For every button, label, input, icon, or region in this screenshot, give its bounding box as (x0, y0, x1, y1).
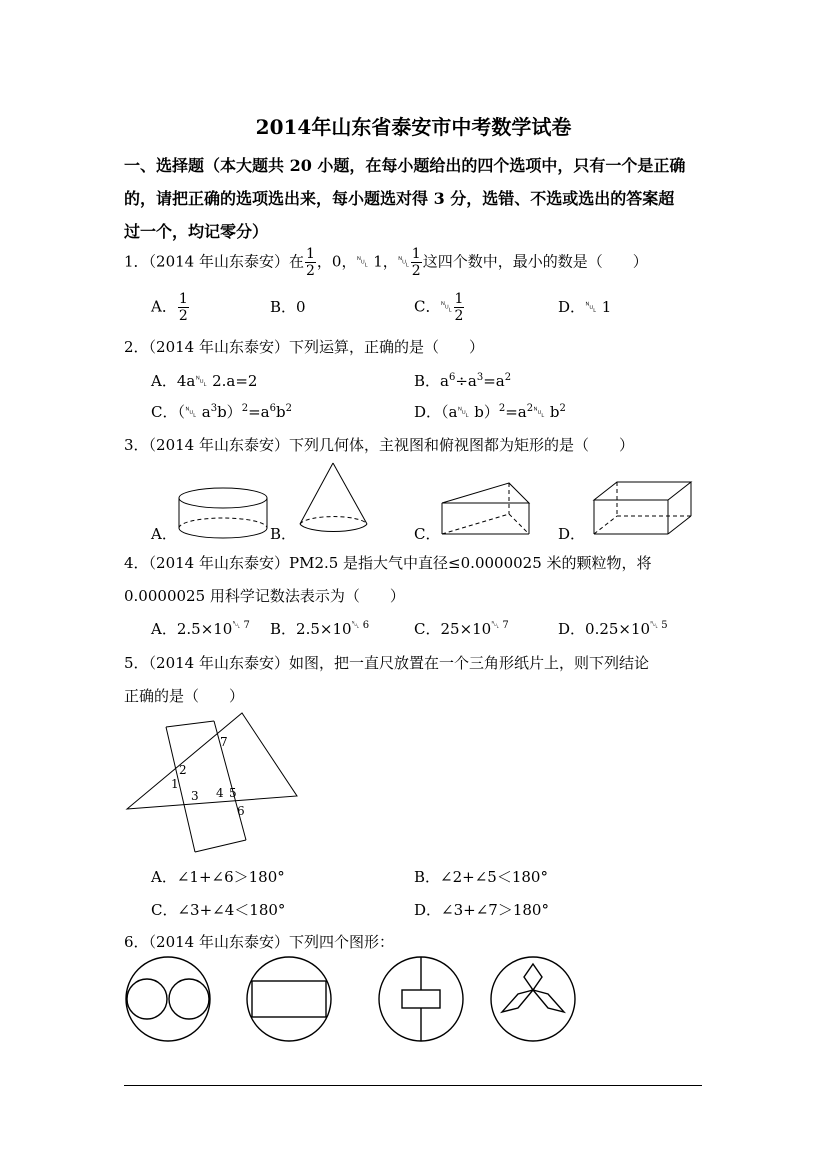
q2-option-d: D．（a␀ $b)^2=a^2␀$ $b^2$ (414, 403, 566, 421)
q3-option-d-label: D． (558, 525, 586, 543)
q5-option-a: A．∠1+∠6＞180° (151, 868, 285, 886)
question-4-line1: 4．（2014 年山东泰安）PM2.5 是指大气中直径≤0.0000025 米的颗粒物，将 (124, 554, 652, 572)
section-heading-line3: 过一个，均记零分） (124, 222, 269, 241)
question-5-line1: 5．（2014 年山东泰安）如图，把一直尺放置在一个三角形纸片上，则下列结论 (124, 654, 649, 672)
triangular-prism-figure (436, 478, 536, 540)
ruler-triangle-figure (122, 708, 302, 854)
angle-label-3: 3 (191, 789, 199, 803)
q4-option-d: D．$0.25\times 10^{␀ 5}$ (558, 620, 668, 638)
fraction-one-half-negative: $\frac{1}{2}$ (411, 246, 421, 279)
q2-option-c: C．（␀ $a^3b)^2=a^6b^2$ (151, 403, 292, 421)
q4-option-c: C．$25\times 10^{␀ 7}$ (414, 620, 509, 638)
cylinder-figure (176, 486, 270, 542)
page-title: 2014年山东省泰安市中考数学试卷 (255, 115, 572, 139)
q1-option-d: D．␀ 1 (558, 298, 612, 316)
q1-neg-sign: ␀ (397, 252, 410, 271)
q3-option-b-label: B． (270, 525, 297, 543)
q1-mid: ，0， (316, 252, 357, 271)
q5-option-b: B．∠2+∠5＜180° (414, 868, 548, 886)
question-6-stem: 6．（2014 年山东泰安）下列四个图形： (124, 933, 394, 951)
q2-option-a: A．4a␀ 2.a=2 (151, 372, 258, 390)
q5-option-c: C．∠3+∠4＜180° (151, 901, 286, 919)
q1-option-b: B．0 (270, 298, 306, 316)
question-4-line2: 0.0000025 用科学记数法表示为（ ） (124, 587, 405, 605)
section-heading-line2: 的，请把正确的选项选出来，每小题选对得 3 分，选错、不选或选出的答案超 (124, 189, 675, 208)
q3-option-a-label: A． (151, 525, 177, 543)
angle-label-7: 7 (220, 735, 228, 749)
q6-figure-circle-three-diamonds (488, 956, 578, 1042)
q6-figure-circle-cross-rectangle (376, 956, 466, 1042)
q1-neg-one: ␀ 1， (356, 252, 398, 271)
question-2-stem: 2．（2014 年山东泰安）下列运算，正确的是（ ） (124, 338, 484, 356)
footer-divider (124, 1085, 702, 1086)
rectangular-box-figure (588, 478, 696, 540)
section-heading-line1: 一、选择题（本大题共 20 小题，在每小题给出的四个选项中，只有一个是正确 (124, 156, 686, 175)
q1-option-a: A． $\frac{1}{2}$ (151, 291, 188, 324)
q3-option-c-label: C． (414, 525, 441, 543)
question-5-line2: 正确的是（ ） (124, 687, 245, 705)
fraction-one-half: $\frac{1}{2}$ (306, 246, 315, 279)
question-1-stem (124, 247, 648, 278)
q4-option-a: A．$2.5\times 10^{␀ 7}$ (151, 620, 250, 638)
q1-suffix: 这四个数中，最小的数是（ ） (422, 252, 648, 271)
angle-label-4: 4 (216, 786, 224, 800)
angle-label-5: 5 (229, 786, 237, 800)
question-3-stem: 3．（2014 年山东泰安）下列几何体，主视图和俯视图都为矩形的是（ ） (124, 436, 634, 454)
q1-option-c: C．␀ $\frac{1}{2}$ (414, 291, 464, 324)
q5-option-d: D．∠3+∠7＞180° (414, 901, 549, 919)
q6-figure-two-circles (122, 956, 216, 1042)
q2-option-b: B．$a^6\div a^3=a^2$ (414, 372, 512, 390)
cone-figure (296, 460, 372, 540)
q4-option-b: B．$2.5\times 10^{␀ 6}$ (270, 620, 370, 638)
angle-label-1: 1 (171, 777, 179, 791)
q1-prefix: 1．（2014 年山东泰安）在 (124, 252, 304, 271)
angle-label-6: 6 (237, 804, 245, 818)
angle-label-2: 2 (179, 763, 187, 777)
q6-figure-circle-rectangle (244, 956, 334, 1042)
